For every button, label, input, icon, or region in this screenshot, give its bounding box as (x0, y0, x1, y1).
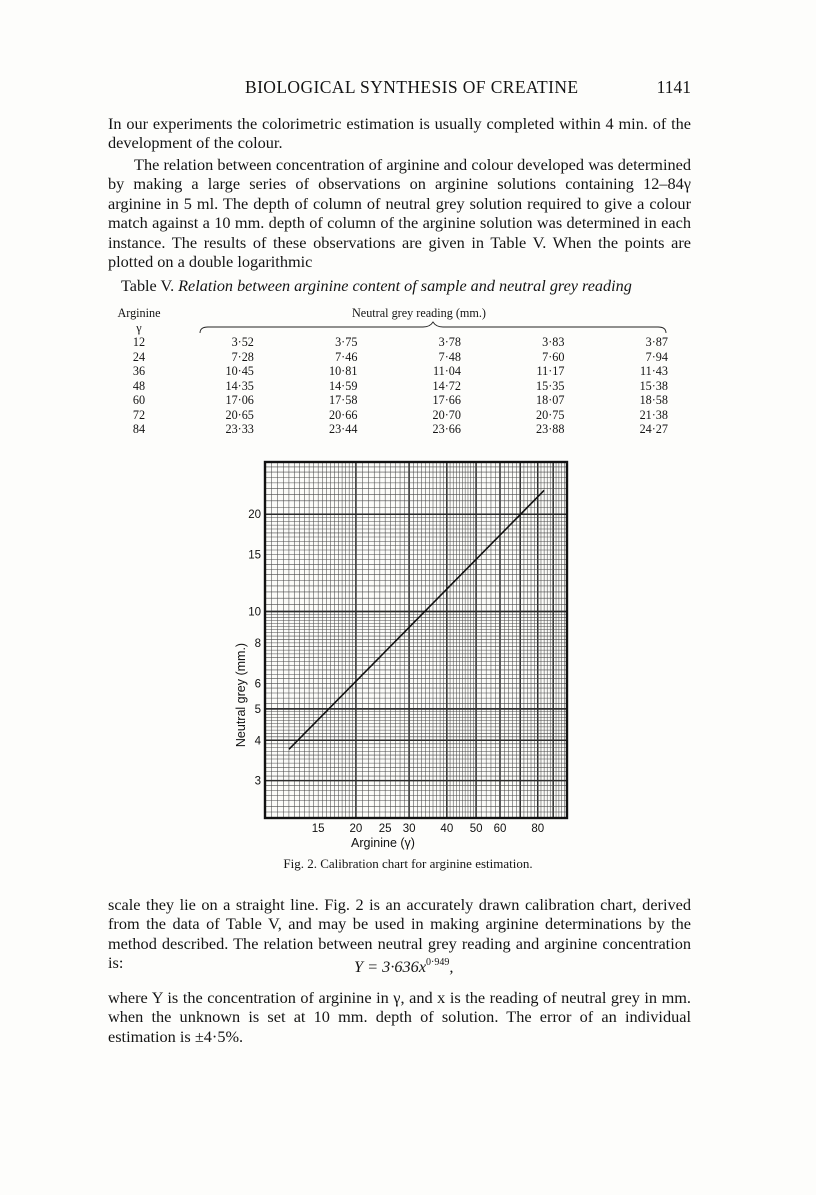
arginine-cell: 24 (132, 349, 146, 364)
reading-cell: 20·75 (536, 407, 565, 422)
y-tick-label: 20 (248, 509, 261, 522)
reading-cell: 18·58 (639, 393, 668, 407)
arginine-cell: 36 (132, 364, 146, 378)
page-number: 1141 (656, 77, 691, 97)
reading-cell: 20·65 (225, 407, 254, 422)
y-tick-label: 15 (248, 549, 261, 562)
y-axis-label: Neutral grey (mm.) (234, 642, 248, 748)
table-row (108, 379, 668, 394)
reading-cell: 7·46 (335, 349, 358, 364)
plot-background (265, 462, 567, 818)
reading-cell: 21·38 (639, 407, 668, 422)
arginine-cell: 84 (132, 422, 146, 436)
equation-exponent: 0·949 (426, 957, 450, 968)
paragraph-1: In our experiments the colorimetric estimation is usually completed within 4 min. of the development of the colour. (108, 114, 691, 153)
reading-cell: 10·81 (328, 364, 358, 378)
table-row (108, 393, 668, 408)
reading-cell: 14·72 (432, 378, 461, 393)
equation-tail: , (449, 957, 454, 976)
table-row (108, 335, 668, 350)
reading-cell: 18·07 (536, 393, 565, 407)
reading-cell: 7·28 (231, 349, 254, 364)
reading-cell: 23·88 (536, 422, 565, 436)
readings-brace (170, 321, 668, 336)
paragraph-3: scale they lie on a straight line. Fig. 2 is an accurately drawn calibration chart, derived from the data of Table V, and may be used in making arginine determinations by the method described. The relation between neutral grey reading and arginine concentration is: (108, 895, 691, 973)
reading-cell: 7·48 (438, 349, 461, 364)
chart-grid (265, 462, 567, 818)
x-tick-label: 40 (440, 823, 454, 835)
reading-cell: 3·87 (645, 335, 668, 349)
reading-cell: 3·52 (231, 335, 254, 349)
reading-cell: 24·27 (639, 422, 668, 436)
x-tick-label: 20 (349, 823, 363, 835)
reading-cell: 3·78 (438, 335, 461, 349)
reading-cell: 23·66 (432, 422, 461, 436)
reading-cell: 10·45 (225, 364, 254, 378)
reading-cell: 17·06 (225, 393, 254, 407)
arginine-cell: 48 (132, 378, 146, 393)
reading-cell: 14·35 (225, 378, 254, 393)
arginine-cell: 12 (132, 335, 146, 349)
table-row (108, 350, 668, 365)
equation-main: Y = 3·636x (354, 957, 427, 976)
col-header-readings: Neutral grey reading (mm.) (351, 306, 486, 320)
equation (354, 957, 453, 977)
arginine-cell: 72 (132, 407, 146, 422)
data-table (108, 306, 668, 437)
table-caption (121, 277, 691, 296)
running-title: BIOLOGICAL SYNTHESIS OF CREATINE (245, 77, 579, 97)
paragraph-2: The relation between concentration of arginine and colour developed was determined by making a large series of observations on arginine solutions containing 12–84γ arginine in 5 ml. The depth of column of neutral grey solution required to give a colour match against a 10 mm. depth of column of the arginine solution was determined in each instance. The results of these observations are given in Table V. When the points are plotted on a double logarithmic (108, 155, 691, 272)
y-tick-label: 5 (254, 703, 261, 716)
y-tick-label: 3 (254, 775, 261, 788)
table-row (108, 364, 668, 379)
y-tick-label: 10 (248, 606, 261, 619)
table-title: Relation between arginine content of sample and neutral grey reading (178, 277, 632, 295)
x-tick-label: 30 (402, 823, 416, 835)
reading-cell: 15·35 (536, 378, 565, 393)
x-tick-label: 60 (493, 823, 507, 835)
reading-cell: 17·66 (432, 393, 461, 407)
reading-cell: 23·44 (328, 422, 358, 436)
reading-cell: 20·66 (328, 407, 358, 422)
reading-cell: 15·38 (639, 378, 668, 393)
table-row (108, 408, 668, 423)
x-tick-label: 15 (311, 823, 325, 835)
x-tick-label: 50 (469, 823, 483, 835)
reading-cell: 14·59 (328, 378, 358, 393)
col-unit-arginine: γ (136, 320, 142, 335)
reading-cell: 20·70 (432, 407, 461, 422)
col-header-arginine: Arginine (117, 306, 161, 320)
y-tick-label: 8 (254, 637, 261, 650)
reading-cell: 17·58 (328, 393, 358, 407)
reading-cell: 3·75 (335, 335, 358, 349)
reading-cell: 23·33 (225, 422, 254, 436)
reading-cell: 3·83 (542, 335, 565, 349)
reading-cell: 7·94 (645, 349, 668, 364)
y-tick-label: 6 (254, 678, 261, 691)
reading-cell: 11·04 (432, 364, 461, 378)
figure-caption: Fig. 2. Calibration chart for arginine estimation. (283, 856, 533, 871)
x-axis-label: Arginine (γ) (351, 836, 415, 850)
y-tick-label: 4 (254, 735, 261, 748)
x-tick-label: 25 (378, 823, 392, 835)
arginine-cell: 60 (132, 393, 146, 407)
table-row (108, 422, 668, 437)
paragraph-4: where Y is the concentration of arginine in γ, and x is the reading of neutral grey in mm. when the unknown is set at 10 mm. depth of solution. The error of an individual estimation is ±4·5%. (108, 988, 691, 1046)
running-header (108, 77, 691, 101)
calibration-chart (228, 455, 588, 855)
table-label: Table V. (121, 277, 175, 295)
reading-cell: 11·43 (640, 364, 668, 378)
reading-cell: 11·17 (536, 364, 565, 378)
reading-cell: 7·60 (542, 349, 565, 364)
x-tick-label: 80 (531, 823, 545, 835)
